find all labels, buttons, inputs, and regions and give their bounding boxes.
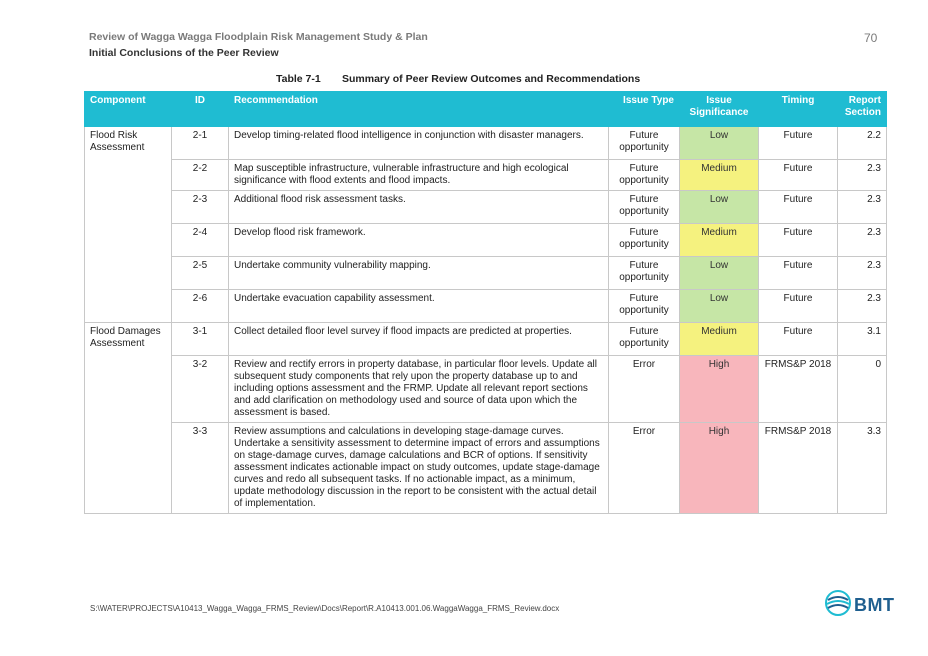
col-header-id: ID (172, 92, 229, 127)
report-section-cell: 3.1 (838, 323, 887, 356)
timing-cell: Future (759, 191, 838, 224)
report-section-cell: 2.3 (838, 160, 887, 191)
issue-significance-cell: Low (680, 191, 759, 224)
recommendation-cell: Develop timing-related flood intelligence in conjunction with disaster managers. (229, 127, 609, 160)
timing-cell: Future (759, 127, 838, 160)
bmt-logo-text: BMT (854, 595, 895, 615)
recommendation-cell: Undertake community vulnerability mapping. (229, 257, 609, 290)
component-cell (85, 191, 172, 224)
section-title: Initial Conclusions of the Peer Review (89, 47, 279, 59)
id-cell: 2-6 (172, 290, 229, 323)
issue-type-cell: Future opportunity (609, 224, 680, 257)
recommendation-cell: Review and rectify errors in property database, in particular floor levels. Update all subsequent study components that rely upon the property database up to and including options assessment and the FRMP. Update all relevant report sections and add clarification on methodology used and source of data upon which the assessment is based. (229, 356, 609, 423)
page-number: 70 (864, 31, 878, 45)
component-cell (85, 160, 172, 191)
component-cell (85, 224, 172, 257)
table-header-row (85, 92, 887, 127)
file-path-footer: S:\WATER\PROJECTS\A10413_Wagga_Wagga_FRMS_Review\Docs\Report\R.A10413.001.06.WaggaWagga_FRMS_Review.docx (90, 604, 560, 613)
issue-type-cell: Future opportunity (609, 191, 680, 224)
id-cell: 2-1 (172, 127, 229, 160)
report-section-cell: 2.2 (838, 127, 887, 160)
component-cell: Flood Damages Assessment (85, 323, 172, 356)
issue-significance-cell: High (680, 356, 759, 423)
issue-significance-cell: Low (680, 257, 759, 290)
col-header-timing: Timing (759, 92, 838, 127)
issue-significance-cell: Medium (680, 224, 759, 257)
report-section-cell: 0 (838, 356, 887, 423)
table-row (85, 160, 887, 191)
id-cell: 3-3 (172, 423, 229, 514)
id-cell: 2-5 (172, 257, 229, 290)
timing-cell: Future (759, 323, 838, 356)
issue-type-cell: Future opportunity (609, 323, 680, 356)
col-header-issue-significance: Issue Significance (680, 92, 759, 127)
report-section-cell: 2.3 (838, 224, 887, 257)
table-row (85, 224, 887, 257)
report-section-cell: 3.3 (838, 423, 887, 514)
recommendation-cell: Undertake evacuation capability assessment. (229, 290, 609, 323)
issue-significance-cell: High (680, 423, 759, 514)
issue-type-cell: Error (609, 423, 680, 514)
id-cell: 2-3 (172, 191, 229, 224)
report-section-cell: 2.3 (838, 257, 887, 290)
id-cell: 2-4 (172, 224, 229, 257)
id-cell: 2-2 (172, 160, 229, 191)
recommendation-cell: Develop flood risk framework. (229, 224, 609, 257)
col-header-issue-type: Issue Type (609, 92, 680, 127)
table-caption-title: Summary of Peer Review Outcomes and Recommendations (342, 73, 641, 85)
id-cell: 3-1 (172, 323, 229, 356)
timing-cell: Future (759, 224, 838, 257)
id-cell: 3-2 (172, 356, 229, 423)
component-cell (85, 356, 172, 423)
table-row (85, 127, 887, 160)
timing-cell: FRMS&P 2018 (759, 356, 838, 423)
timing-cell: Future (759, 290, 838, 323)
component-cell (85, 257, 172, 290)
recommendation-cell: Review assumptions and calculations in developing stage-damage curves. Undertake a sensitivity assessment to determine impact of errors and assumptions on stage-damage curves, damage calculations and BCR of options. If sensitivity assessment indicates actionable impact on study outcomes, update stage-damage curves and redo all subsequent tasks. If no actionable impact, as a minimum, update methodology discussion in the report to be consistent with the actual detail of implementation. (229, 423, 609, 514)
recommendation-cell: Additional flood risk assessment tasks. (229, 191, 609, 224)
table-row (85, 323, 887, 356)
issue-type-cell: Future opportunity (609, 290, 680, 323)
issue-type-cell: Future opportunity (609, 127, 680, 160)
issue-type-cell: Error (609, 356, 680, 423)
timing-cell: Future (759, 257, 838, 290)
recommendation-cell: Collect detailed floor level survey if flood impacts are predicted at properties. (229, 323, 609, 356)
recommendation-cell: Map susceptible infrastructure, vulnerable infrastructure and high ecological significance with flood extents and flood impacts. (229, 160, 609, 191)
timing-cell: Future (759, 160, 838, 191)
component-cell: Flood Risk Assessment (85, 127, 172, 160)
component-cell (85, 423, 172, 514)
issue-significance-cell: Low (680, 127, 759, 160)
col-header-component: Component (85, 92, 172, 127)
issue-type-cell: Future opportunity (609, 160, 680, 191)
document-title: Review of Wagga Wagga Floodplain Risk Management Study & Plan (89, 31, 428, 43)
issue-significance-cell: Medium (680, 160, 759, 191)
component-cell (85, 290, 172, 323)
bmt-globe-icon (824, 589, 852, 617)
col-header-recommendation: Recommendation (229, 92, 609, 127)
peer-review-table (84, 91, 887, 514)
bmt-logo (824, 589, 895, 619)
report-section-cell: 2.3 (838, 191, 887, 224)
issue-type-cell: Future opportunity (609, 257, 680, 290)
table-row (85, 290, 887, 323)
table-caption (276, 73, 640, 85)
table-row (85, 423, 887, 514)
report-section-cell: 2.3 (838, 290, 887, 323)
table-caption-number: Table 7-1 (276, 73, 321, 85)
issue-significance-cell: Medium (680, 323, 759, 356)
timing-cell: FRMS&P 2018 (759, 423, 838, 514)
col-header-report-section: Report Section (838, 92, 887, 127)
table-row (85, 257, 887, 290)
issue-significance-cell: Low (680, 290, 759, 323)
table-row (85, 191, 887, 224)
table-row (85, 356, 887, 423)
